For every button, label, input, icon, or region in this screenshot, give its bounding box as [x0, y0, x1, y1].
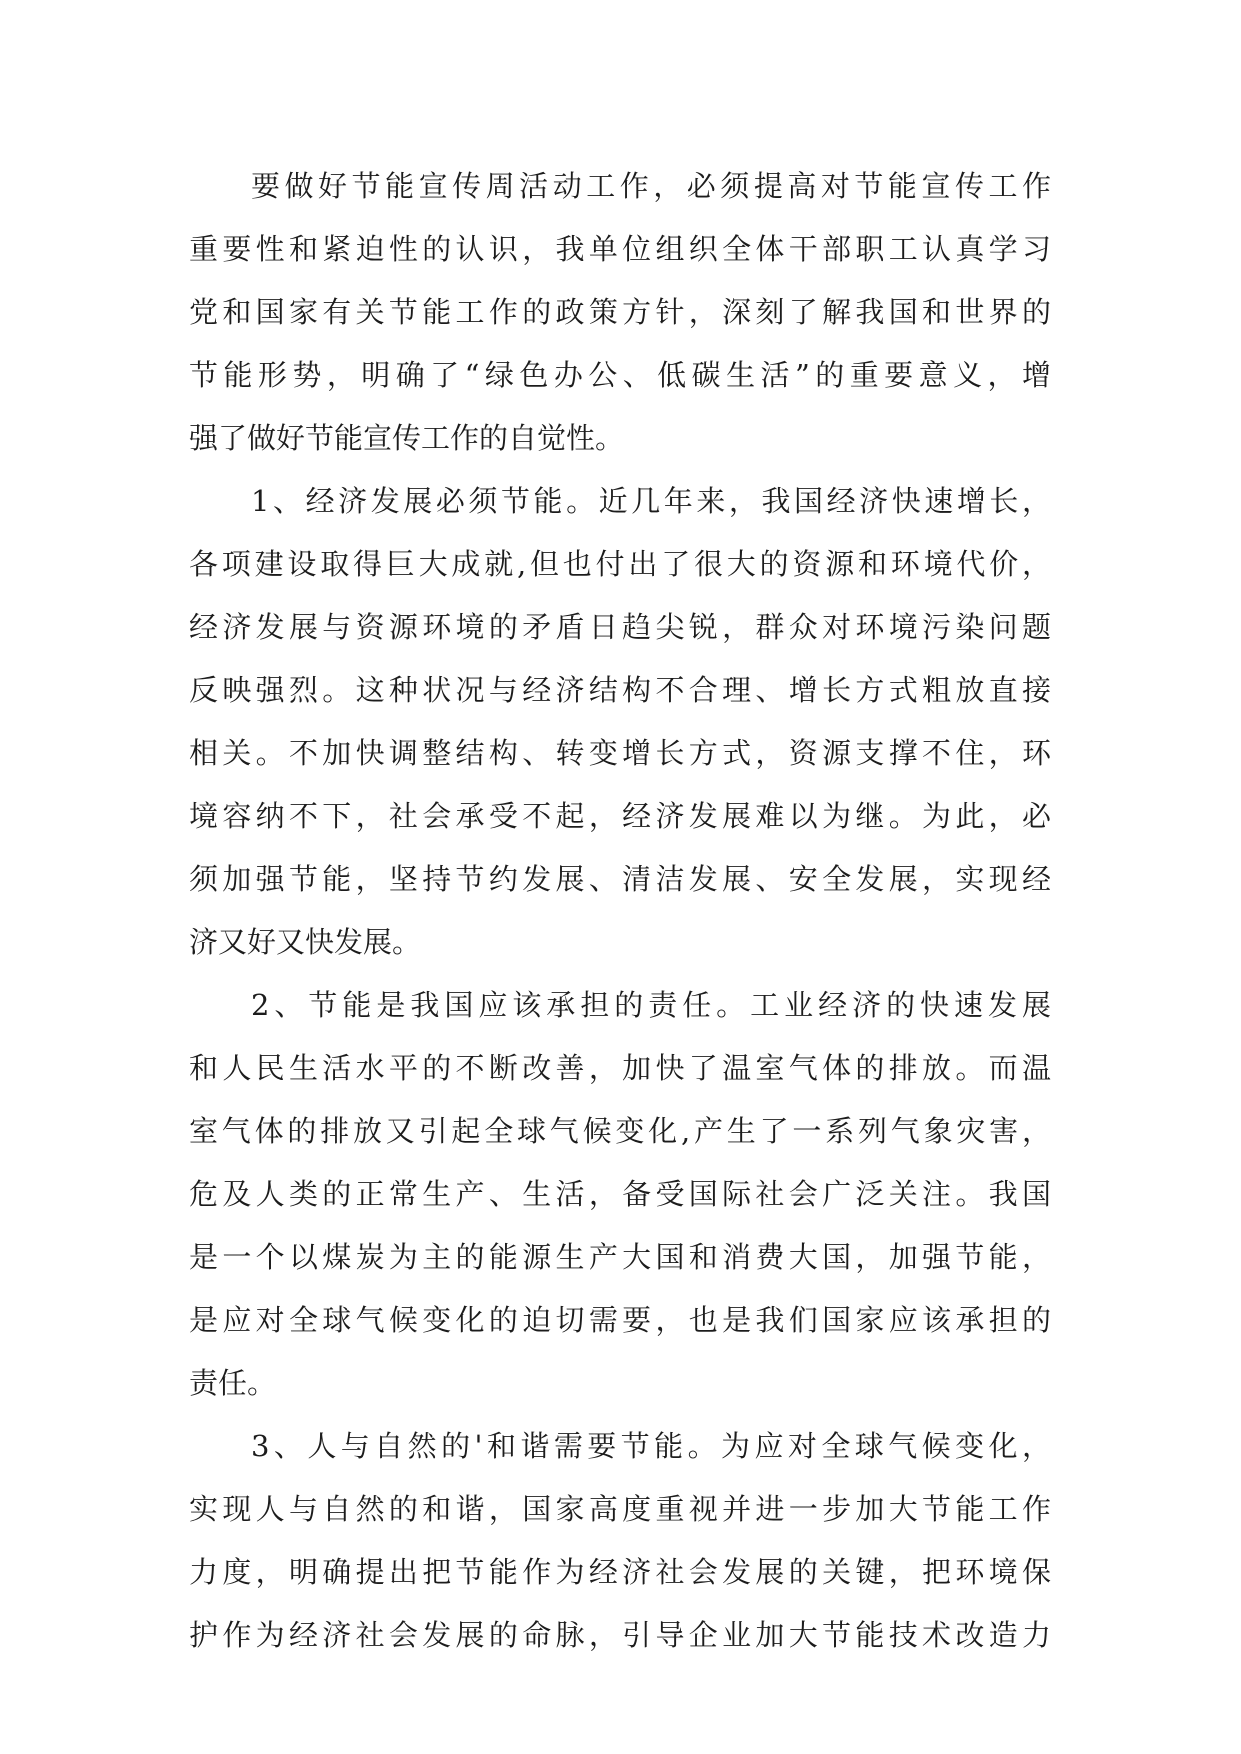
- text-line: 是应对全球气候变化的迫切需要，也是我们国家应该承担的: [189, 1303, 1051, 1337]
- text-line: 3、人与自然的'和谐需要节能。为应对全球气候变化，: [251, 1429, 1051, 1463]
- text-line: 须加强节能，坚持节约发展、清洁发展、安全发展，实现经: [189, 862, 1051, 896]
- paragraph-point-1: [189, 470, 1051, 974]
- paragraph-point-2: [189, 974, 1051, 1415]
- paragraph-point-3: [189, 1415, 1051, 1667]
- text-line: 责任。: [189, 1366, 277, 1400]
- text-line: 经济发展与资源环境的矛盾日趋尖锐，群众对环境污染问题: [189, 610, 1051, 644]
- text-line: 节能形势，明确了“绿色办公、低碳生活”的重要意义，增: [189, 358, 1051, 392]
- text-line: 境容纳不下，社会承受不起，经济发展难以为继。为此，必: [189, 799, 1051, 833]
- text-line: 力度，明确提出把节能作为经济社会发展的关键，把环境保: [189, 1555, 1051, 1589]
- text-line: 室气体的排放又引起全球气候变化,产生了一系列气象灾害，: [189, 1114, 1051, 1148]
- document-body: [189, 155, 1051, 1667]
- paragraph-intro: [189, 155, 1051, 470]
- text-line: 各项建设取得巨大成就,但也付出了很大的资源和环境代价，: [189, 547, 1051, 581]
- text-line: 党和国家有关节能工作的政策方针，深刻了解我国和世界的: [189, 295, 1051, 329]
- text-line: 2、节能是我国应该承担的责任。工业经济的快速发展: [251, 988, 1051, 1022]
- text-line: 相关。不加快调整结构、转变增长方式，资源支撑不住，环: [189, 736, 1051, 770]
- text-line: 是一个以煤炭为主的能源生产大国和消费大国，加强节能，: [189, 1240, 1051, 1274]
- text-line: 危及人类的正常生产、生活，备受国际社会广泛关注。我国: [189, 1177, 1051, 1211]
- text-line: 反映强烈。这种状况与经济结构不合理、增长方式粗放直接: [189, 673, 1051, 707]
- text-line: 济又好又快发展。: [189, 925, 422, 959]
- text-line: 强了做好节能宣传工作的自觉性。: [189, 421, 625, 455]
- text-line: 实现人与自然的和谐，国家高度重视并进一步加大节能工作: [189, 1492, 1051, 1526]
- text-line: 重要性和紧迫性的认识，我单位组织全体干部职工认真学习: [189, 232, 1051, 266]
- text-line: 护作为经济社会发展的命脉，引导企业加大节能技术改造力: [189, 1618, 1051, 1652]
- text-line: 1、经济发展必须节能。近几年来，我国经济快速增长，: [251, 484, 1051, 518]
- text-line: 要做好节能宣传周活动工作，必须提高对节能宣传工作: [251, 169, 1051, 203]
- text-line: 和人民生活水平的不断改善，加快了温室气体的排放。而温: [189, 1051, 1051, 1085]
